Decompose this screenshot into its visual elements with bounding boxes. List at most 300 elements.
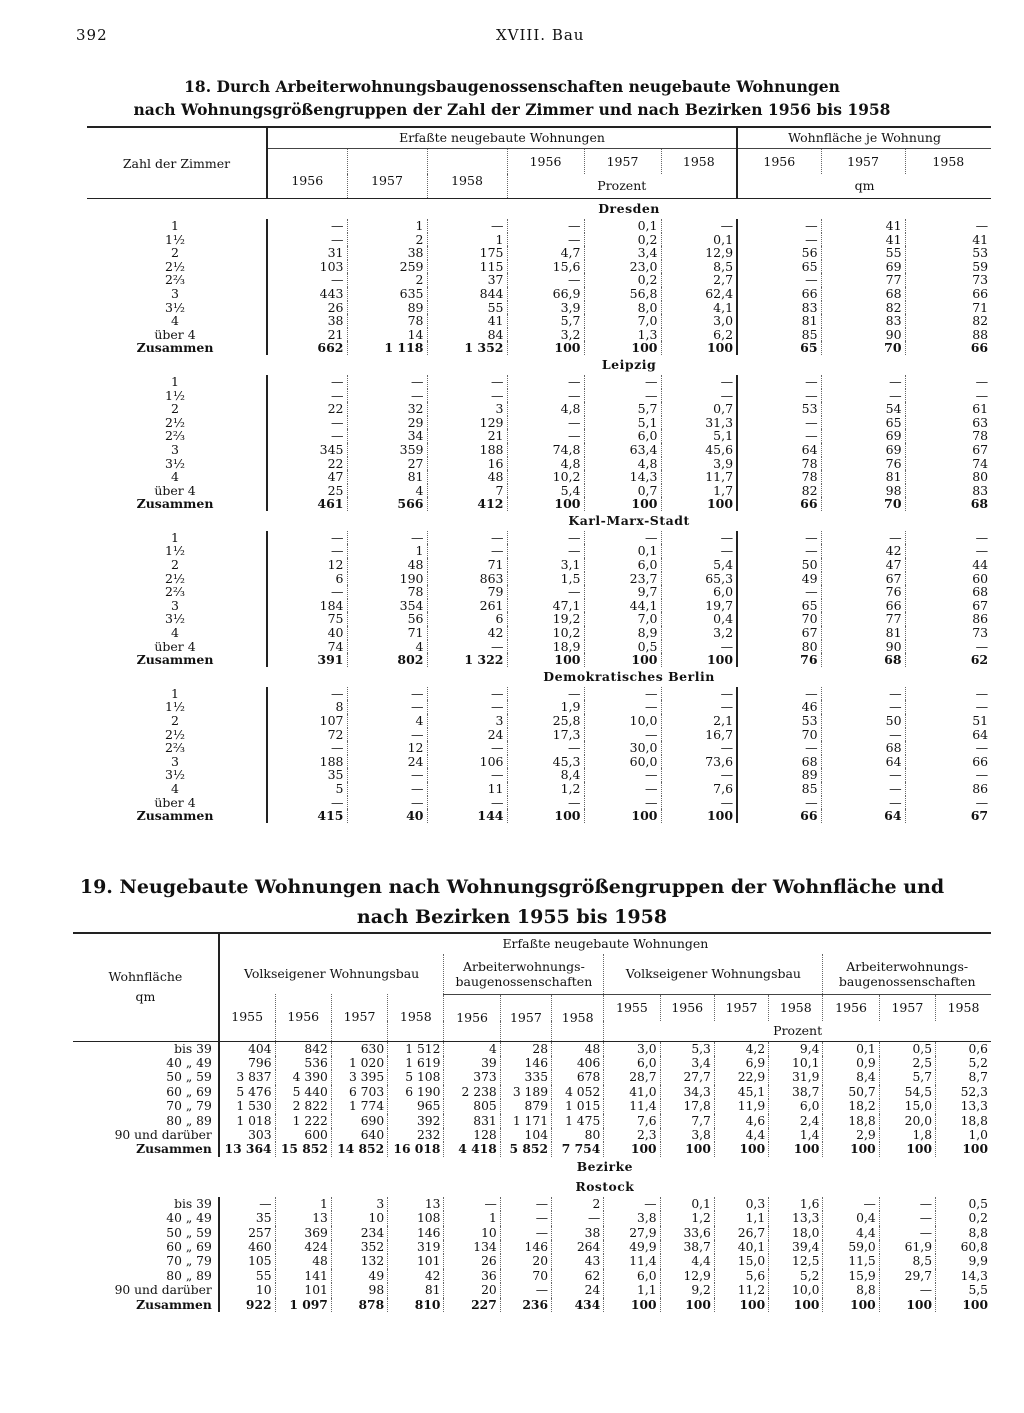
table-row — [73, 1070, 991, 1084]
table-cell: — — [347, 768, 427, 782]
table-cell: 56 — [347, 612, 427, 626]
stub-header-line1: Wohnfläche — [108, 969, 183, 985]
table-cell: — — [905, 640, 991, 654]
table-18-title-line1: 18. Durch Arbeiterwohnungsbaugenossenschaften neugebaute Wohnungen — [184, 77, 840, 96]
table-cell: 6,0 — [769, 1099, 823, 1113]
table-cell: 3 — [427, 714, 507, 728]
table-19-title — [0, 872, 1024, 932]
table-cell: 16 018 — [388, 1142, 444, 1156]
table-cell: 190 — [347, 572, 427, 586]
table-cell: 391 — [267, 653, 347, 667]
table-cell: 53 — [737, 402, 821, 416]
table-cell: 4,8 — [584, 457, 661, 471]
table-cell: 22,9 — [714, 1070, 768, 1084]
table-cell: 14,3 — [936, 1269, 991, 1283]
table-cell: — — [507, 741, 584, 755]
table-cell: 65 — [821, 416, 905, 430]
table-cell: — — [661, 741, 737, 755]
table-cell: 21 — [267, 328, 347, 342]
table-cell: — — [507, 687, 584, 701]
table-cell: 369 — [275, 1226, 331, 1240]
table-cell: — — [584, 375, 661, 389]
table-cell: 77 — [821, 273, 905, 287]
table-row — [87, 640, 991, 654]
table-cell: — — [267, 389, 347, 403]
table-row — [87, 755, 991, 769]
table-cell: 76 — [737, 653, 821, 667]
table-cell: 227 — [444, 1298, 500, 1312]
table-cell: 536 — [275, 1056, 331, 1070]
table-cell: 20,0 — [879, 1114, 935, 1128]
table-cell: 108 — [388, 1211, 444, 1225]
table-19-body — [73, 1041, 991, 1312]
table-cell: 3 — [427, 402, 507, 416]
sub-header-volkseigen: Volkseigener Wohnungsbau — [604, 954, 823, 994]
table-cell: 22 — [267, 402, 347, 416]
row-label: 2½ — [164, 727, 186, 742]
year-header: 1957 — [584, 149, 661, 175]
table-cell: — — [737, 741, 821, 755]
table-cell: 460 — [219, 1240, 275, 1254]
row-label: 1½ — [164, 700, 186, 714]
table-19-title-line2: nach Bezirken 1955 bis 1958 — [356, 906, 668, 928]
table-cell: 80 — [552, 1128, 604, 1142]
table-cell: 134 — [444, 1240, 500, 1254]
table-cell: 81 — [347, 470, 427, 484]
table-18-title — [0, 75, 1024, 121]
table-cell: 53 — [737, 714, 821, 728]
table-cell: 7 754 — [552, 1142, 604, 1156]
table-cell: 23,0 — [584, 260, 661, 274]
table-cell: 61,9 — [879, 1240, 935, 1254]
table-cell: 45,6 — [661, 443, 737, 457]
table-cell: 100 — [879, 1142, 935, 1156]
table-cell: 70 — [500, 1269, 551, 1283]
table-cell: — — [737, 796, 821, 810]
table-cell: 1 530 — [219, 1099, 275, 1113]
table-cell: 1 619 — [388, 1056, 444, 1070]
table-cell: — — [427, 389, 507, 403]
table-row — [87, 544, 991, 558]
table-cell: — — [661, 700, 737, 714]
table-cell: 23,7 — [584, 572, 661, 586]
table-cell: 45,1 — [714, 1085, 768, 1099]
table-cell: — — [507, 375, 584, 389]
table-cell: 68 — [737, 755, 821, 769]
table-row — [87, 572, 991, 586]
year-header: 1957 — [500, 994, 551, 1041]
table-cell: 7,6 — [661, 782, 737, 796]
table-cell: 12 — [267, 558, 347, 572]
table-cell: 319 — [388, 1240, 444, 1254]
table-cell: 2,5 — [879, 1056, 935, 1070]
section-header-row — [73, 1157, 991, 1177]
table-cell: 8,5 — [879, 1254, 935, 1268]
table-cell: 15 852 — [275, 1142, 331, 1156]
table-cell: 257 — [219, 1226, 275, 1240]
table-cell: 4 052 — [552, 1085, 604, 1099]
table-cell: — — [821, 728, 905, 742]
table-cell: 6 190 — [388, 1085, 444, 1099]
table-cell: 40 — [267, 626, 347, 640]
table-cell: 17,3 — [507, 728, 584, 742]
table-cell: 2,4 — [769, 1114, 823, 1128]
table-cell: 11,9 — [714, 1099, 768, 1113]
table-row — [87, 301, 991, 315]
table-row — [87, 219, 991, 233]
table-cell: 5,5 — [936, 1283, 991, 1297]
table-cell: — — [604, 1197, 660, 1211]
table-cell: 0,4 — [661, 612, 737, 626]
table-cell: 1 222 — [275, 1114, 331, 1128]
table-cell: 8 — [267, 700, 347, 714]
table-cell: 60,8 — [936, 1240, 991, 1254]
table-cell: 41 — [905, 233, 991, 247]
table-cell: 1,1 — [604, 1283, 660, 1297]
table-cell: 8,8 — [823, 1283, 879, 1297]
table-cell: — — [584, 782, 661, 796]
table-cell: 630 — [331, 1041, 387, 1056]
table-cell: — — [427, 531, 507, 545]
running-header — [0, 26, 1024, 48]
table-cell: — — [661, 687, 737, 701]
table-cell: — — [267, 273, 347, 287]
row-label: über 4 — [154, 327, 196, 342]
table-cell: — — [823, 1197, 879, 1211]
section-header: Karl-Marx-Stadt — [568, 512, 690, 528]
table-row — [73, 1226, 991, 1240]
row-label: 1½ — [164, 544, 186, 559]
table-cell: 0,5 — [936, 1197, 991, 1211]
table-cell: 44,1 — [584, 599, 661, 613]
table-cell: 11,4 — [604, 1099, 660, 1113]
table-cell: 236 — [500, 1298, 551, 1312]
table-cell: 7 — [427, 484, 507, 498]
table-cell: — — [507, 233, 584, 247]
table-cell: 9,9 — [936, 1254, 991, 1268]
row-label: 50 „ 59 — [166, 1070, 212, 1085]
table-cell: 11,2 — [714, 1283, 768, 1297]
table-cell: 16,7 — [661, 728, 737, 742]
table-cell: 878 — [331, 1298, 387, 1312]
table-cell: 47,1 — [507, 599, 584, 613]
table-cell: 15,0 — [714, 1254, 768, 1268]
table-cell: 10,0 — [584, 714, 661, 728]
table-cell: 82 — [737, 484, 821, 498]
table-cell: 100 — [661, 809, 737, 823]
table-cell: 42 — [427, 626, 507, 640]
table-cell: 89 — [737, 768, 821, 782]
table-cell: 60,0 — [584, 755, 661, 769]
table-cell: 392 — [388, 1114, 444, 1128]
table-cell: — — [427, 741, 507, 755]
table-cell: 101 — [388, 1254, 444, 1268]
table-cell: 4,2 — [714, 1041, 768, 1056]
table-cell: 184 — [267, 599, 347, 613]
table-cell: 2 — [347, 273, 427, 287]
table-18-body — [87, 199, 991, 823]
table-cell: 63 — [905, 416, 991, 430]
table-cell: — — [737, 585, 821, 599]
table-cell: 98 — [331, 1283, 387, 1297]
table-cell: — — [267, 429, 347, 443]
table-cell: 115 — [427, 260, 507, 274]
total-row — [87, 341, 991, 355]
table-cell: 5,2 — [936, 1056, 991, 1070]
table-cell: 74,8 — [507, 443, 584, 457]
table-cell: 64 — [821, 809, 905, 823]
table-cell: 39,4 — [769, 1240, 823, 1254]
table-cell: 5 — [267, 782, 347, 796]
table-cell: 100 — [661, 341, 737, 355]
year-header: 1958 — [905, 149, 991, 175]
table-cell: 5,7 — [507, 314, 584, 328]
table-cell: 3,9 — [507, 301, 584, 315]
table-cell: — — [661, 640, 737, 654]
row-label: 90 und darüber — [114, 1127, 212, 1142]
table-cell: 922 — [219, 1298, 275, 1312]
year-header: 1956 — [823, 994, 879, 1021]
group-header-wohnungen: Erfaßte neugebaute Wohnungen — [267, 127, 737, 149]
table-cell: — — [661, 375, 737, 389]
table-cell: 0,5 — [584, 640, 661, 654]
table-cell: 83 — [821, 314, 905, 328]
table-cell: 146 — [500, 1056, 551, 1070]
row-label: 60 „ 69 — [166, 1084, 212, 1099]
year-header: 1957 — [714, 994, 768, 1021]
table-cell: — — [905, 544, 991, 558]
table-row — [73, 1041, 991, 1056]
table-cell: — — [267, 544, 347, 558]
table-cell: 461 — [267, 497, 347, 511]
row-label: 2½ — [164, 415, 186, 430]
table-cell: 68 — [821, 653, 905, 667]
table-cell: 71 — [347, 626, 427, 640]
table-cell: — — [267, 585, 347, 599]
table-cell: 8,8 — [936, 1226, 991, 1240]
table-cell: 412 — [427, 497, 507, 511]
table-cell: — — [267, 219, 347, 233]
table-cell: 1 015 — [552, 1099, 604, 1113]
row-label: 4 — [171, 314, 179, 328]
table-cell: 55 — [821, 246, 905, 260]
table-cell: 100 — [660, 1142, 714, 1156]
table-row — [87, 470, 991, 484]
year-header: 1955 — [219, 994, 275, 1041]
table-cell: 86 — [905, 782, 991, 796]
table-cell: 8,4 — [507, 768, 584, 782]
table-cell: 20 — [500, 1254, 551, 1268]
group-header-wohnflaeche: Wohnfläche je Wohnung — [737, 127, 991, 149]
table-cell: 18,0 — [769, 1226, 823, 1240]
table-cell: 100 — [936, 1298, 991, 1312]
table-cell: — — [267, 741, 347, 755]
table-cell: 48 — [347, 558, 427, 572]
table-cell: — — [267, 416, 347, 430]
table-cell: 38 — [552, 1226, 604, 1240]
table-18 — [87, 126, 991, 823]
table-cell: 31 — [267, 246, 347, 260]
table-cell: 55 — [427, 301, 507, 315]
table-row — [73, 1085, 991, 1099]
table-cell: — — [905, 700, 991, 714]
table-cell: 100 — [769, 1142, 823, 1156]
table-cell: 0,1 — [661, 233, 737, 247]
sub-header-agw-line1: Arbeiterwohnungs- — [462, 958, 585, 974]
section-header-row — [87, 355, 991, 375]
table-cell: 0,5 — [879, 1041, 935, 1056]
table-cell: 0,1 — [584, 544, 661, 558]
table-cell: — — [267, 796, 347, 810]
table-cell: 75 — [267, 612, 347, 626]
stub-header-line2: qm — [135, 989, 156, 1005]
table-cell: 3,0 — [604, 1041, 660, 1056]
table-cell: 39 — [444, 1056, 500, 1070]
table-cell: 62 — [905, 653, 991, 667]
table-cell: 103 — [267, 260, 347, 274]
table-cell: — — [347, 531, 427, 545]
year-header: 1958 — [427, 149, 507, 199]
table-cell: 81 — [388, 1283, 444, 1297]
table-cell: 810 — [388, 1298, 444, 1312]
table-cell: 49 — [331, 1269, 387, 1283]
table-cell: 6,2 — [661, 328, 737, 342]
table-cell: 38,7 — [660, 1240, 714, 1254]
table-row — [87, 402, 991, 416]
table-cell: 56,8 — [584, 287, 661, 301]
table-cell: 18,2 — [823, 1099, 879, 1113]
table-cell: 70 — [821, 341, 905, 355]
row-label: Zusammen — [136, 497, 214, 511]
row-label: 3½ — [164, 456, 186, 471]
row-label: 1 — [171, 686, 179, 701]
table-cell: 11,4 — [604, 1254, 660, 1268]
table-cell: 12,9 — [660, 1269, 714, 1283]
table-cell: 6,0 — [661, 585, 737, 599]
table-cell: 77 — [821, 612, 905, 626]
table-cell: 175 — [427, 246, 507, 260]
table-cell: — — [500, 1197, 551, 1211]
table-cell: 259 — [347, 260, 427, 274]
row-label: 3½ — [164, 612, 186, 627]
table-cell: 1,0 — [936, 1128, 991, 1142]
year-header: 1955 — [604, 994, 660, 1021]
table-cell: 48 — [552, 1041, 604, 1056]
table-row — [73, 1197, 991, 1211]
table-18-title-line2: nach Wohnungsgrößengruppen der Zahl der Zimmer und nach Bezirken 1956 bis 1958 — [133, 100, 891, 119]
table-cell: — — [427, 640, 507, 654]
table-cell: 100 — [823, 1142, 879, 1156]
table-cell: 141 — [275, 1269, 331, 1283]
table-cell: 25 — [267, 484, 347, 498]
table-cell: 62,4 — [661, 287, 737, 301]
table-cell: 65 — [737, 599, 821, 613]
row-label: 3 — [171, 442, 179, 457]
table-cell: — — [661, 768, 737, 782]
table-cell: 5 440 — [275, 1085, 331, 1099]
table-cell: 41 — [427, 314, 507, 328]
table-cell: 12 — [347, 741, 427, 755]
table-row — [87, 457, 991, 471]
table-cell: 831 — [444, 1114, 500, 1128]
table-cell: 264 — [552, 1240, 604, 1254]
table-cell: 38 — [347, 246, 427, 260]
table-cell: 129 — [427, 416, 507, 430]
table-cell: — — [879, 1226, 935, 1240]
table-cell: 76 — [821, 457, 905, 471]
stub-header: Zahl der Zimmer — [87, 127, 267, 199]
section-header: Dresden — [598, 201, 660, 216]
table-cell: 0,1 — [584, 219, 661, 233]
year-header: 1957 — [821, 149, 905, 175]
table-row — [87, 328, 991, 342]
table-cell: 2,9 — [823, 1128, 879, 1142]
table-cell: 89 — [347, 301, 427, 315]
row-label: 3 — [171, 598, 179, 613]
table-cell: 100 — [661, 653, 737, 667]
table-cell: 2 — [552, 1197, 604, 1211]
table-cell: 47 — [267, 470, 347, 484]
table-cell: 128 — [444, 1128, 500, 1142]
table-cell: 11,7 — [661, 470, 737, 484]
table-cell: 69 — [821, 260, 905, 274]
table-cell: — — [737, 375, 821, 389]
table-cell: 4,4 — [714, 1128, 768, 1142]
table-cell: — — [584, 728, 661, 742]
table-cell: 45,3 — [507, 755, 584, 769]
table-cell: 14 — [347, 328, 427, 342]
table-cell: 1 020 — [331, 1056, 387, 1070]
table-cell: 61 — [905, 402, 991, 416]
table-cell: — — [737, 219, 821, 233]
table-cell: 5,1 — [584, 416, 661, 430]
table-cell: — — [427, 768, 507, 782]
table-cell: 13 — [388, 1197, 444, 1211]
table-cell: 66 — [737, 809, 821, 823]
table-cell: — — [267, 375, 347, 389]
table-cell: 4 390 — [275, 1070, 331, 1084]
table-row — [73, 1283, 991, 1297]
table-cell: 0,2 — [584, 273, 661, 287]
table-cell: 1,2 — [507, 782, 584, 796]
table-cell: 10 — [219, 1283, 275, 1297]
table-cell: 10,2 — [507, 626, 584, 640]
table-cell: 359 — [347, 443, 427, 457]
table-row — [87, 782, 991, 796]
table-cell: — — [507, 273, 584, 287]
table-row — [73, 1114, 991, 1128]
table-cell: 70 — [737, 728, 821, 742]
table-cell: 28 — [500, 1041, 551, 1056]
year-header: 1957 — [347, 149, 427, 199]
row-label: über 4 — [154, 639, 196, 654]
year-header: 1956 — [444, 994, 500, 1041]
table-cell: 29 — [347, 416, 427, 430]
table-cell: 46 — [737, 700, 821, 714]
unit-prozent: Prozent — [604, 1021, 991, 1042]
table-cell: 6,0 — [584, 558, 661, 572]
table-cell: 188 — [267, 755, 347, 769]
table-cell: — — [507, 389, 584, 403]
table-cell: — — [737, 687, 821, 701]
table-cell: 65 — [737, 260, 821, 274]
year-header: 1956 — [275, 994, 331, 1041]
table-cell: 10,1 — [769, 1056, 823, 1070]
row-label: 2½ — [164, 571, 186, 586]
table-cell: 27,7 — [660, 1070, 714, 1084]
table-cell: 51 — [905, 714, 991, 728]
table-row — [87, 700, 991, 714]
